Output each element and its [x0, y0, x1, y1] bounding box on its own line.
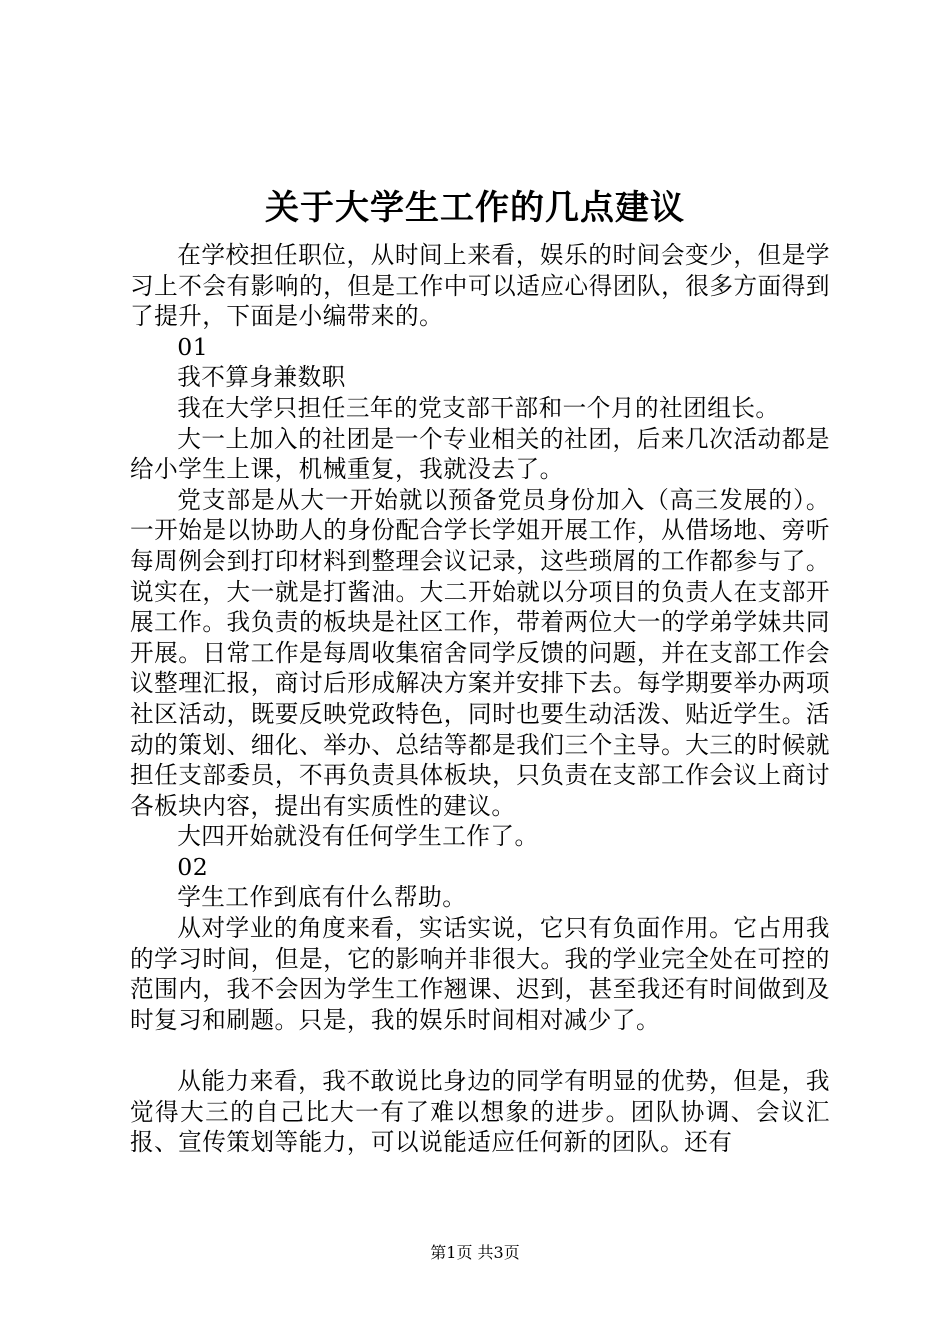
- paragraph: 大一上加入的社团是一个专业相关的社团，后来几次活动都是给小学生上课，机械重复，我就没去了。: [130, 424, 830, 484]
- paragraph-intro: 在学校担任职位，从时间上来看，娱乐的时间会变少，但是学习上不会有影响的，但是工作中可以适应心得团队，很多方面得到了提升，下面是小编带来的。: [130, 241, 830, 331]
- paragraph: 大四开始就没有任何学生工作了。: [177, 822, 539, 851]
- paragraph: 从能力来看，我不敢说比身边的同学有明显的优势，但是，我觉得大三的自己比大一有了难以想象的进步。团队协调、会议汇报、宣传策划等能力，可以说能适应任何新的团队。还有: [130, 1067, 830, 1157]
- paragraph-gap: [130, 1035, 830, 1066]
- document-title: 关于大学生工作的几点建议: [265, 188, 685, 228]
- page-footer: 第1页 共3页: [430, 1243, 520, 1262]
- section-heading-1: 我不算身兼数职: [177, 363, 346, 392]
- section-heading-2: 学生工作到底有什么帮助。: [177, 883, 467, 912]
- section-number-02: 02: [177, 852, 209, 881]
- document-body: [130, 240, 830, 1158]
- paragraph: 党支部是从大一开始就以预备党员身份加入（高三发展的）。一开始是以协助人的身份配合学长学姐开展工作，从借场地、旁听每周例会到打印材料到整理会议记录，这些琐屑的工作都参与了。说实在，大一就是打酱油。大二开始就以分项目的负责人在支部开展工作。我负责的板块是社区工作，带着两位大一的学弟学妹共同开展。日常工作是每周收集宿舍同学反馈的问题，并在支部工作会议整理汇报，商讨后形成解决方案并安排下去。每学期要举办两项社区活动，既要反映党政特色，同时也要生动活泼、贴近学生。活动的策划、细化、举办、总结等都是我们三个主导。大三的时候就担任支部委员，不再负责具体板块，只负责在支部工作会议上商讨各板块内容，提出有实质性的建议。: [130, 485, 830, 820]
- section-number-01: 01: [177, 332, 209, 361]
- paragraph: 我在大学只担任三年的党支部干部和一个月的社团组长。: [177, 393, 780, 422]
- paragraph: 从对学业的角度来看，实话实说，它只有负面作用。它占用我的学习时间，但是，它的影响并非很大。我的学业完全处在可控的范围内，我不会因为学生工作翘课、迟到，甚至我还有时间做到及时复习和刷题。只是，我的娱乐时间相对减少了。: [130, 914, 830, 1034]
